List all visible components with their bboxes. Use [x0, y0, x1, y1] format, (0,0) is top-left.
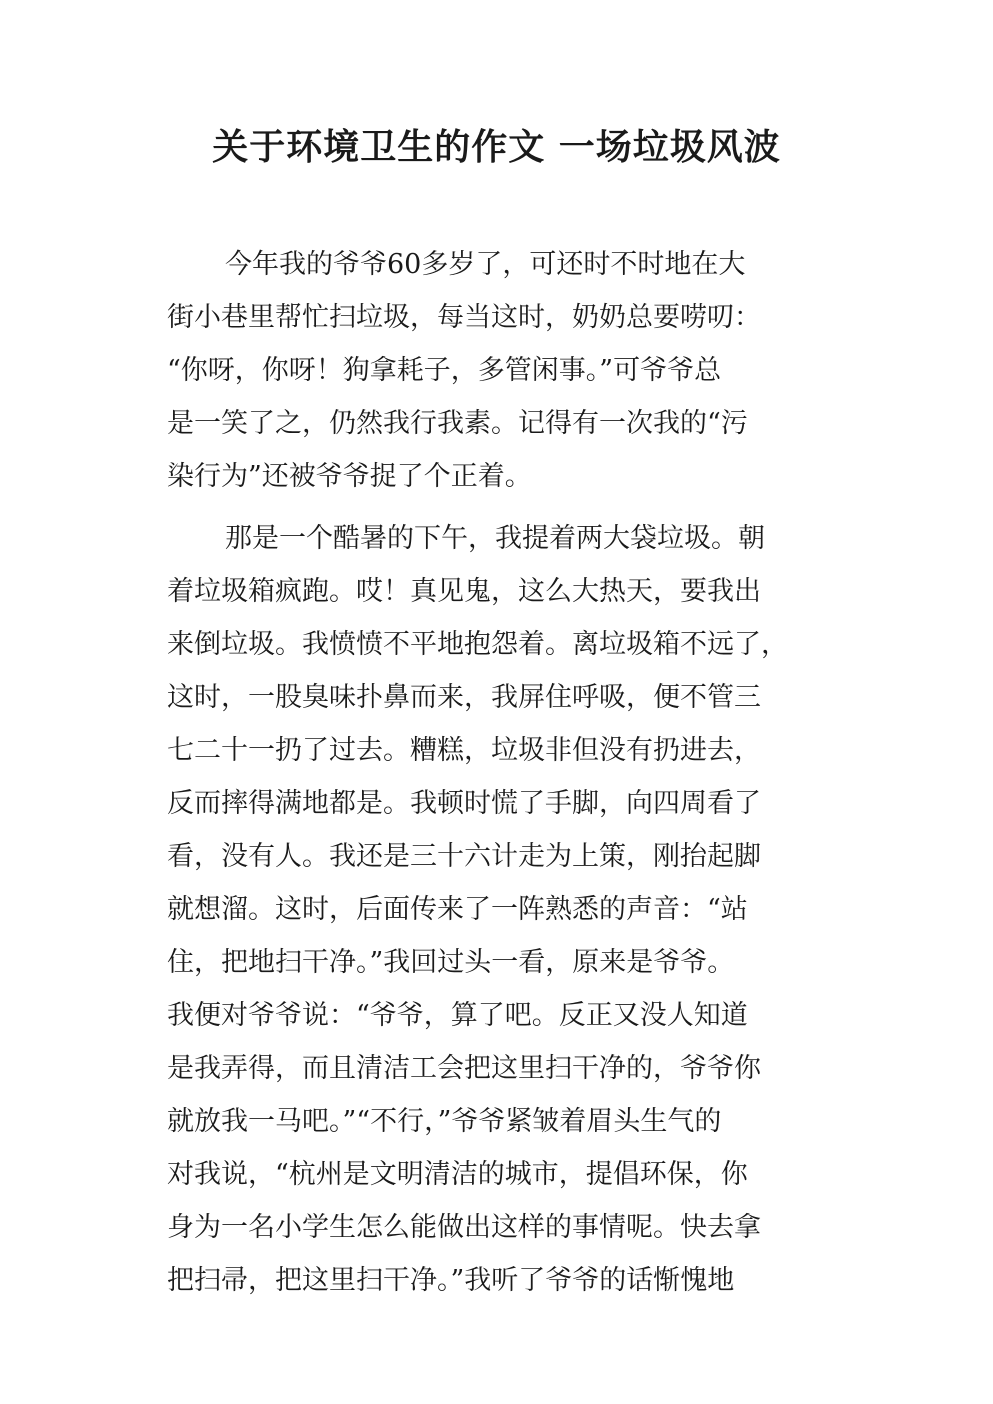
text-line: 我便对爷爷说：“爷爷，算了吧。反正又没人知道: [167, 1000, 748, 1031]
document-title: 关于环境卫生的作文 一场垃圾风波: [212, 127, 781, 168]
text-line: 那是一个酷暑的下午，我提着两大袋垃圾。朝: [225, 523, 765, 554]
paragraph-2: [167, 512, 839, 1307]
text-line: 今年我的爷爷60多岁了，可还时不时地在大: [225, 249, 746, 280]
text-line: 身为一名小学生怎么能做出这样的事情呢。快去拿: [167, 1212, 761, 1243]
paragraph-1: [167, 238, 839, 503]
text-line: 是我弄得，而且清洁工会把这里扫干净的，爷爷你: [167, 1053, 761, 1084]
text-line: 把扫帚，把这里扫干净。”我听了爷爷的话惭愧地: [167, 1265, 735, 1296]
text-line: 这时，一股臭味扑鼻而来，我屏住呼吸，便不管三: [167, 682, 761, 713]
text-line: 住，把地扫干净。”我回过头一看，原来是爷爷。: [167, 947, 735, 978]
text-line: 七二十一扔了过去。糟糕，垃圾非但没有扔进去，: [167, 735, 761, 766]
text-line: 反而摔得满地都是。我顿时慌了手脚，向四周看了: [167, 788, 761, 819]
text-line: 看，没有人。我还是三十六计走为上策，刚抬起脚: [167, 841, 761, 872]
document-body: [167, 238, 839, 1316]
text-line: 染行为”还被爷爷捉了个正着。: [167, 461, 532, 492]
text-line: 就放我一马吧。”“不行，”爷爷紧皱着眉头生气的: [167, 1106, 722, 1137]
text-line: 着垃圾箱疯跑。哎！真见鬼，这么大热天，要我出: [167, 576, 761, 607]
text-line: “你呀，你呀！狗拿耗子，多管闲事。”可爷爷总: [167, 355, 722, 386]
text-line: 来倒垃圾。我愤愤不平地抱怨着。离垃圾箱不远了，: [167, 629, 788, 660]
text-line: 对我说，“杭州是文明清洁的城市，提倡环保，你: [167, 1159, 748, 1190]
text-line: 是一笑了之，仍然我行我素。记得有一次我的“污: [167, 408, 748, 439]
text-line: 就想溜。这时，后面传来了一阵熟悉的声音：“站: [167, 894, 748, 925]
text-line: 街小巷里帮忙扫垃圾，每当这时，奶奶总要唠叨：: [167, 302, 761, 333]
